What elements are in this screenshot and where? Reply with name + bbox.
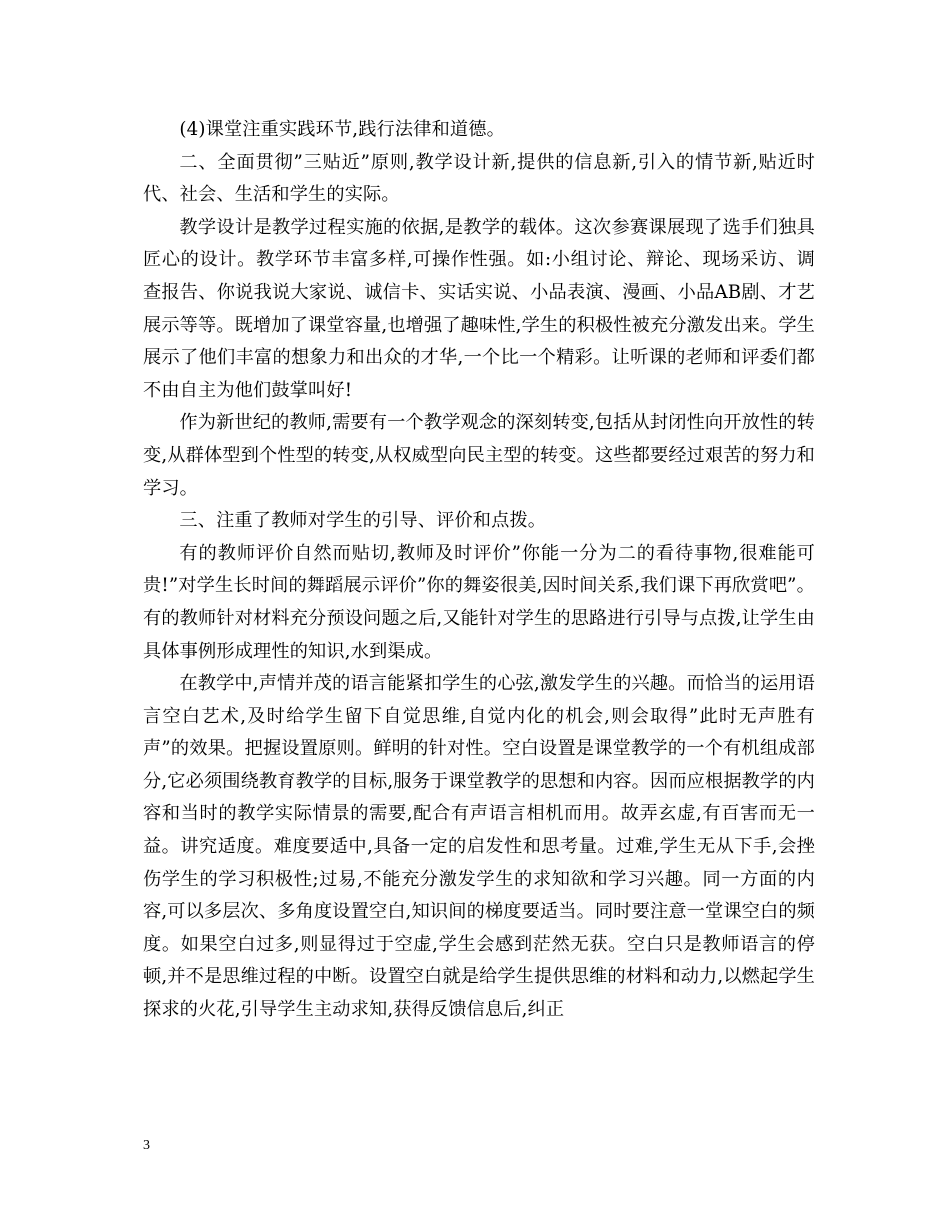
paragraph-evaluation: 有的教师评价自然而贴切,教师及时评价”你能一分为二的看待事物,很难能可贵!”对学生长时间的舞蹈展示评价”你的舞姿很美,因时间关系,我们课下再欣赏吧”。有的教师针对材料充分预设问题之后,又能针对学生的思路进行引导与点拨,让学生由具体事例形成理性的知识,水到渠成。	[143, 542, 816, 662]
paragraph-practice: (4)课堂注重实践环节,践行法律和道德。	[179, 119, 505, 140]
document-body	[143, 114, 815, 1027]
paragraph-section-three-heading: 三、注重了教师对学生的引导、评价和点拨。	[179, 510, 547, 532]
page-number: 3	[143, 1138, 150, 1153]
paragraph-teaching-design: 教学设计是教学过程实施的依据,是教学的载体。这次参赛课展现了选手们独具匠心的设计。教学环节丰富多样,可操作性强。如:小组讨论、辩论、现场采访、调查报告、你说我说大家说、诚信卡、实话实说、小品表演、漫画、小品AB剧、才艺展示等等。既增加了课堂容量,也增强了趣味性,学生的积极性被充分激发出来。学生展示了他们丰富的想象力和出众的才华,一个比一个精彩。让听课的老师和评委们都不由自主为他们鼓掌叫好!	[143, 216, 816, 401]
paragraph-language-blank-art: 在教学中,声情并茂的语言能紧扣学生的心弦,激发学生的兴趣。而恰当的运用语言空白艺术,及时给学生留下自觉思维,自觉内化的机会,则会取得”此时无声胜有声”的效果。把握设置原则。鲜明的针对性。空白设置是课堂教学的一个有机组成部分,它必须围绕教育教学的目标,服务于课堂教学的思想和内容。因而应根据教学的内容和当时的教学实际情景的需要,配合有声语言相机而用。故弄玄虚,有百害而无一益。讲究适度。难度要适中,具备一定的启发性和思考量。过难,学生无从下手,会挫伤学生的学习积极性;过易,不能充分激发学生的求知欲和学习兴趣。同一方面的内容,可以多层次、多角度设置空白,知识间的梯度要适当。同时要注意一堂课空白的频度。如果空白过多,则显得过于空虚,学生会感到茫然无获。空白只是教师语言的停顿,并不是思维过程的中断。设置空白就是给学生提供思维的材料和动力,以燃起学生探求的火花,引导学生主动求知,获得反馈信息后,纠正	[143, 673, 816, 1021]
paragraph-teacher-concept: 作为新世纪的教师,需要有一个教学观念的深刻转变,包括从封闭性向开放性的转变,从群体型到个性型的转变,从权威型向民主型的转变。这些都要经过艰苦的努力和学习。	[143, 412, 816, 499]
paragraph-section-two-heading: 二、全面贯彻”三贴近”原则,教学设计新,提供的信息新,引入的情节新,贴近时代、社会、生活和学生的实际。	[143, 151, 815, 206]
